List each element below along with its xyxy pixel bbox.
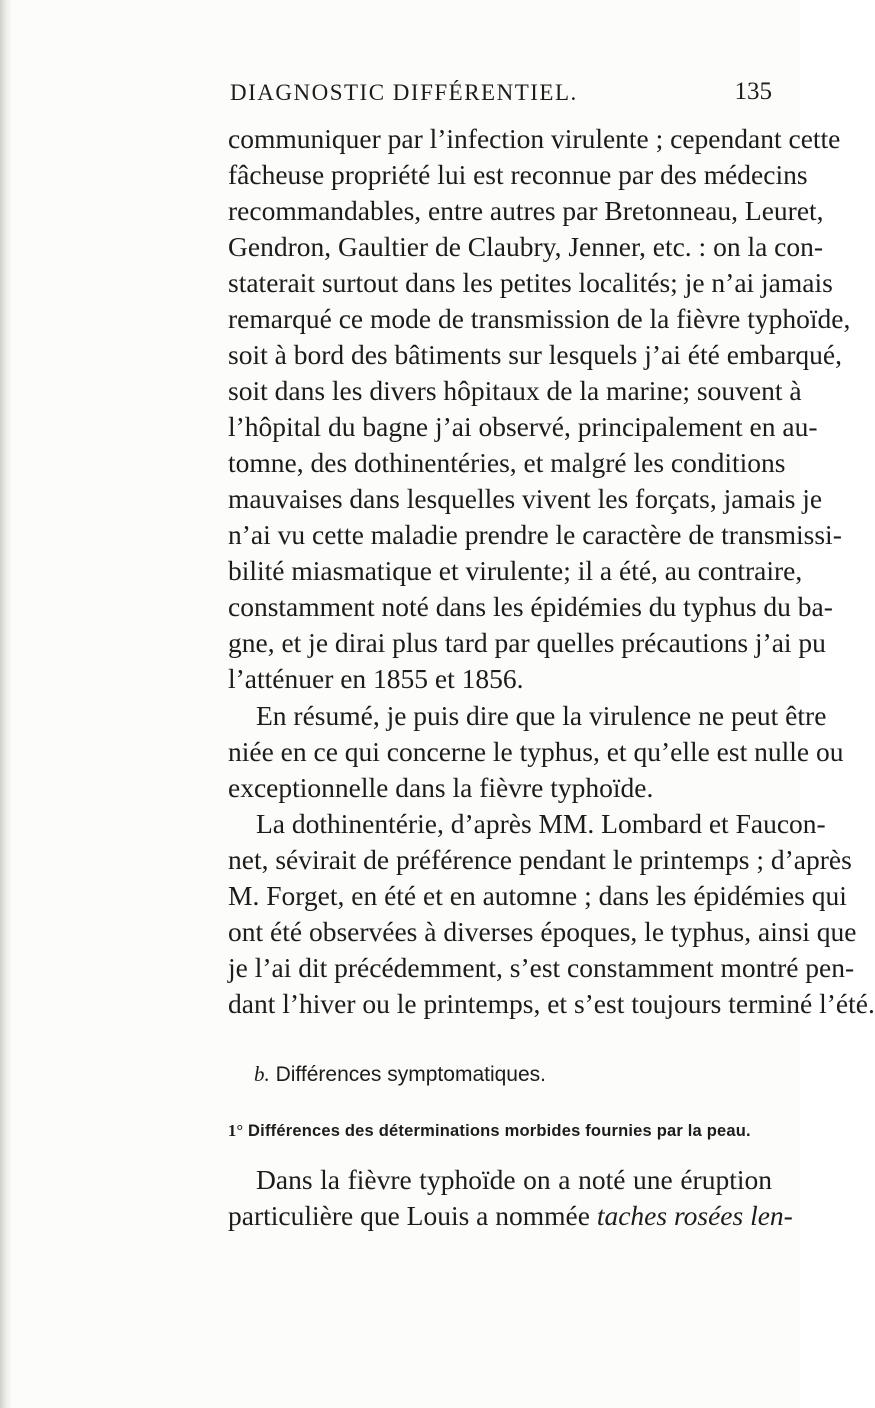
text-line: niée en ce qui concerne le typhus, et qu’elle est nulle ou	[228, 736, 844, 767]
text-line: dant l’hiver ou le printemps, et s’est toujours terminé l’été.	[228, 988, 875, 1019]
running-title: DIAGNOSTIC DIFFÉRENTIEL.	[230, 80, 578, 105]
page-header	[200, 76, 772, 116]
text-line: n’ai vu cette maladie prendre le caractère de transmissi-	[228, 519, 842, 550]
text-line: La dothinentérie, d’après MM. Lombard et Faucon-	[256, 808, 826, 839]
text-line: bilité miasmatique et virulente; il a été, au contraire,	[228, 555, 803, 586]
text-line: l’atténuer en 1855 et 1856.	[228, 663, 524, 694]
text-line: tomne, des dothinentéries, et malgré les conditions	[228, 447, 786, 478]
text-segment: particulière que Louis a nommée	[228, 1200, 590, 1231]
text-line: net, sévirait de préférence pendant le printemps ; d’après	[228, 844, 852, 875]
section-letter: b.	[254, 1062, 270, 1086]
text-line: constamment noté dans les épidémies du typhus du ba-	[228, 591, 833, 622]
text-line: fâcheuse propriété lui est reconnue par des médecins	[228, 159, 808, 190]
text-line: gne, et je dirai plus tard par quelles précautions j’ai pu	[228, 627, 826, 658]
text-line: Dans la fièvre typhoïde on a noté une éruption	[256, 1164, 772, 1195]
text-line: communiquer par l’infection virulente ; cependant cette	[228, 123, 841, 154]
subsection-number: 1°	[228, 1121, 244, 1140]
text-line: exceptionnelle dans la fièvre typhoïde.	[228, 772, 654, 803]
text-line: staterait surtout dans les petites localités; je n’ai jamais	[228, 267, 833, 298]
page-number: 135	[734, 78, 772, 105]
italic-term: taches rosées len-	[596, 1200, 793, 1231]
text-line: remarqué ce mode de transmission de la fièvre typhoïde,	[228, 303, 851, 334]
text-line: En résumé, je puis dire que la virulence ne peut être	[256, 700, 827, 731]
binding-edge	[0, 0, 12, 1408]
section-title: Différences symptomatiques.	[275, 1063, 546, 1086]
text-line: mauvaises dans lesquelles vivent les forçats, jamais je	[228, 483, 823, 514]
text-line: l’hôpital du bagne j’ai observé, principalement en au-	[228, 411, 818, 442]
text-line: soit dans les divers hôpitaux de la marine; souvent à	[228, 375, 802, 406]
section-heading	[0, 1062, 800, 1087]
subsection-title: Différences des déterminations morbides fournies par la peau.	[248, 1122, 751, 1140]
text-line: M. Forget, en été et en automne ; dans les épidémies qui	[228, 880, 847, 911]
text-line: ont été observées à diverses époques, le typhus, ainsi que	[228, 916, 857, 947]
text-line: je l’ai dit précédemment, s’est constamment montré pen-	[228, 952, 855, 983]
text-line: soit à bord des bâtiments sur lesquels j’ai été embarqué,	[228, 339, 842, 370]
text-line: recommandables, entre autres par Bretonneau, Leuret,	[228, 195, 824, 226]
text-line	[228, 1198, 793, 1234]
text-line: Gendron, Gaultier de Claubry, Jenner, etc. : on la con-	[228, 231, 824, 262]
subsection-heading	[228, 1121, 776, 1141]
